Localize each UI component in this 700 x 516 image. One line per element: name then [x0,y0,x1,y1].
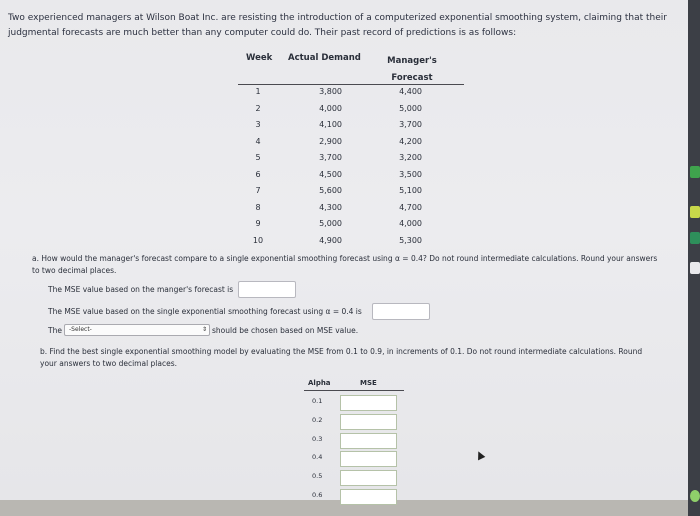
manager-forecast-cell: 3,200 [399,153,422,162]
table-row [238,136,464,153]
manager-forecast-cell: 5,300 [399,235,422,245]
week-cell: 4 [255,136,261,146]
expand-arrow-icon[interactable] [690,490,700,502]
chevron-updown-icon: ⇕ [201,326,207,333]
table-row [238,169,464,186]
accessibility-icon[interactable] [690,232,700,244]
manager-forecast-cell: 3,700 [399,120,422,129]
table-row [238,185,464,202]
actual-demand-cell: 4,300 [319,202,342,212]
alpha-mse-body [304,391,404,504]
alpha-value: 0.2 [312,415,323,424]
mse-input[interactable] [340,470,397,486]
week-cell: 9 [255,219,261,228]
manager-forecast-cell: 4,000 [399,219,422,228]
alpha-mse-row [304,447,404,466]
mse-input[interactable] [340,451,397,467]
actual-demand-cell: 3,800 [319,87,342,96]
actual-demand-cell: 4,500 [319,169,342,179]
header-managers-forecast: Manager's Forecast [387,56,437,83]
mouse-cursor-icon [475,450,486,461]
week-cell: 8 [255,202,261,212]
actual-demand-cell: 4,100 [319,120,342,129]
table-header [238,50,464,85]
actual-demand-cell: 5,000 [319,219,342,228]
manager-forecast-cell: 4,700 [399,202,422,212]
actual-demand-cell: 4,000 [319,103,342,113]
actual-demand-cell: 5,600 [319,186,342,195]
week-cell: 2 [255,103,261,113]
table-row [238,235,464,252]
alpha-value: 0.5 [312,472,323,481]
mse-single-input[interactable] [372,303,430,320]
alpha-value: 0.4 [312,453,323,462]
alpha-value: 0.6 [312,490,323,499]
alpha-value: 0.3 [312,434,323,443]
actual-demand-cell: 2,900 [319,136,342,146]
problem-intro: Two experienced managers at Wilson Boat Inc. are resisting the introduction of a computerized exponential smoothing system, claiming that their judgmental forecasts are much better than any computer could do. Their past record of predictions is as follows: [8,13,667,38]
table-row [238,218,464,235]
alpha-mse-row [304,391,404,410]
manager-forecast-cell: 5,000 [399,103,422,113]
week-cell: 7 [255,186,261,195]
mse-input[interactable] [340,395,397,411]
table-row [238,103,464,120]
part-a-question: a. How would the manager's forecast compare to a single exponential smoothing forecast using α = 0.4? Do not round intermediate calculations. Round your answers to two decimal places. [32,254,658,275]
alpha-mse-row [304,410,404,429]
week-cell: 6 [255,169,261,179]
table-body [238,86,464,251]
choice-prefix: The [48,326,62,335]
table-row [238,202,464,219]
green-tool-icon[interactable] [690,166,700,178]
alpha-value: 0.1 [312,397,323,405]
week-cell: 1 [255,87,261,96]
mse-manager-input[interactable] [238,281,296,298]
week-cell: 5 [255,153,261,162]
alpha-mse-row [304,429,404,448]
method-select[interactable] [64,324,210,336]
week-cell: 3 [255,120,261,129]
mse-input[interactable] [340,489,397,505]
forecast-table [238,50,464,245]
manager-forecast-cell: 4,200 [399,136,422,146]
right-tool-strip [688,0,700,516]
table-row [238,86,464,103]
notes-icon[interactable] [690,206,700,218]
header-week: Week [246,53,273,63]
alpha-mse-row [304,485,404,504]
mse-manager-label: The MSE value based on the manger's forecast is [48,285,234,294]
header-alpha: Alpha [308,379,331,387]
document-icon[interactable] [690,262,700,274]
manager-forecast-cell: 4,400 [399,87,422,96]
table-row [238,119,464,136]
mse-input[interactable] [340,433,397,449]
alpha-mse-row [304,466,404,485]
choice-suffix: should be chosen based on MSE value. [212,326,359,335]
alpha-mse-header [304,376,404,391]
manager-forecast-cell: 3,500 [399,169,422,179]
manager-forecast-cell: 5,100 [399,186,422,195]
table-row [238,152,464,169]
actual-demand-cell: 4,900 [319,235,342,245]
part-b-question: b. Find the best single exponential smoothing model by evaluating the MSE from 0.1 to 0.9, in increments of 0.1. Do not round intermediate calculations. Round your answers to two decimal places. [40,347,643,368]
method-select-value: -Select- [69,326,92,333]
actual-demand-cell: 3,700 [319,153,342,162]
alpha-mse-table [304,376,404,504]
week-cell: 10 [252,235,264,245]
mse-input[interactable] [340,414,397,430]
mse-single-label: The MSE value based on the single exponential smoothing forecast using α = 0.4 is [48,307,362,316]
header-actual-demand: Actual Demand [288,53,361,63]
header-mse: MSE [360,379,377,387]
